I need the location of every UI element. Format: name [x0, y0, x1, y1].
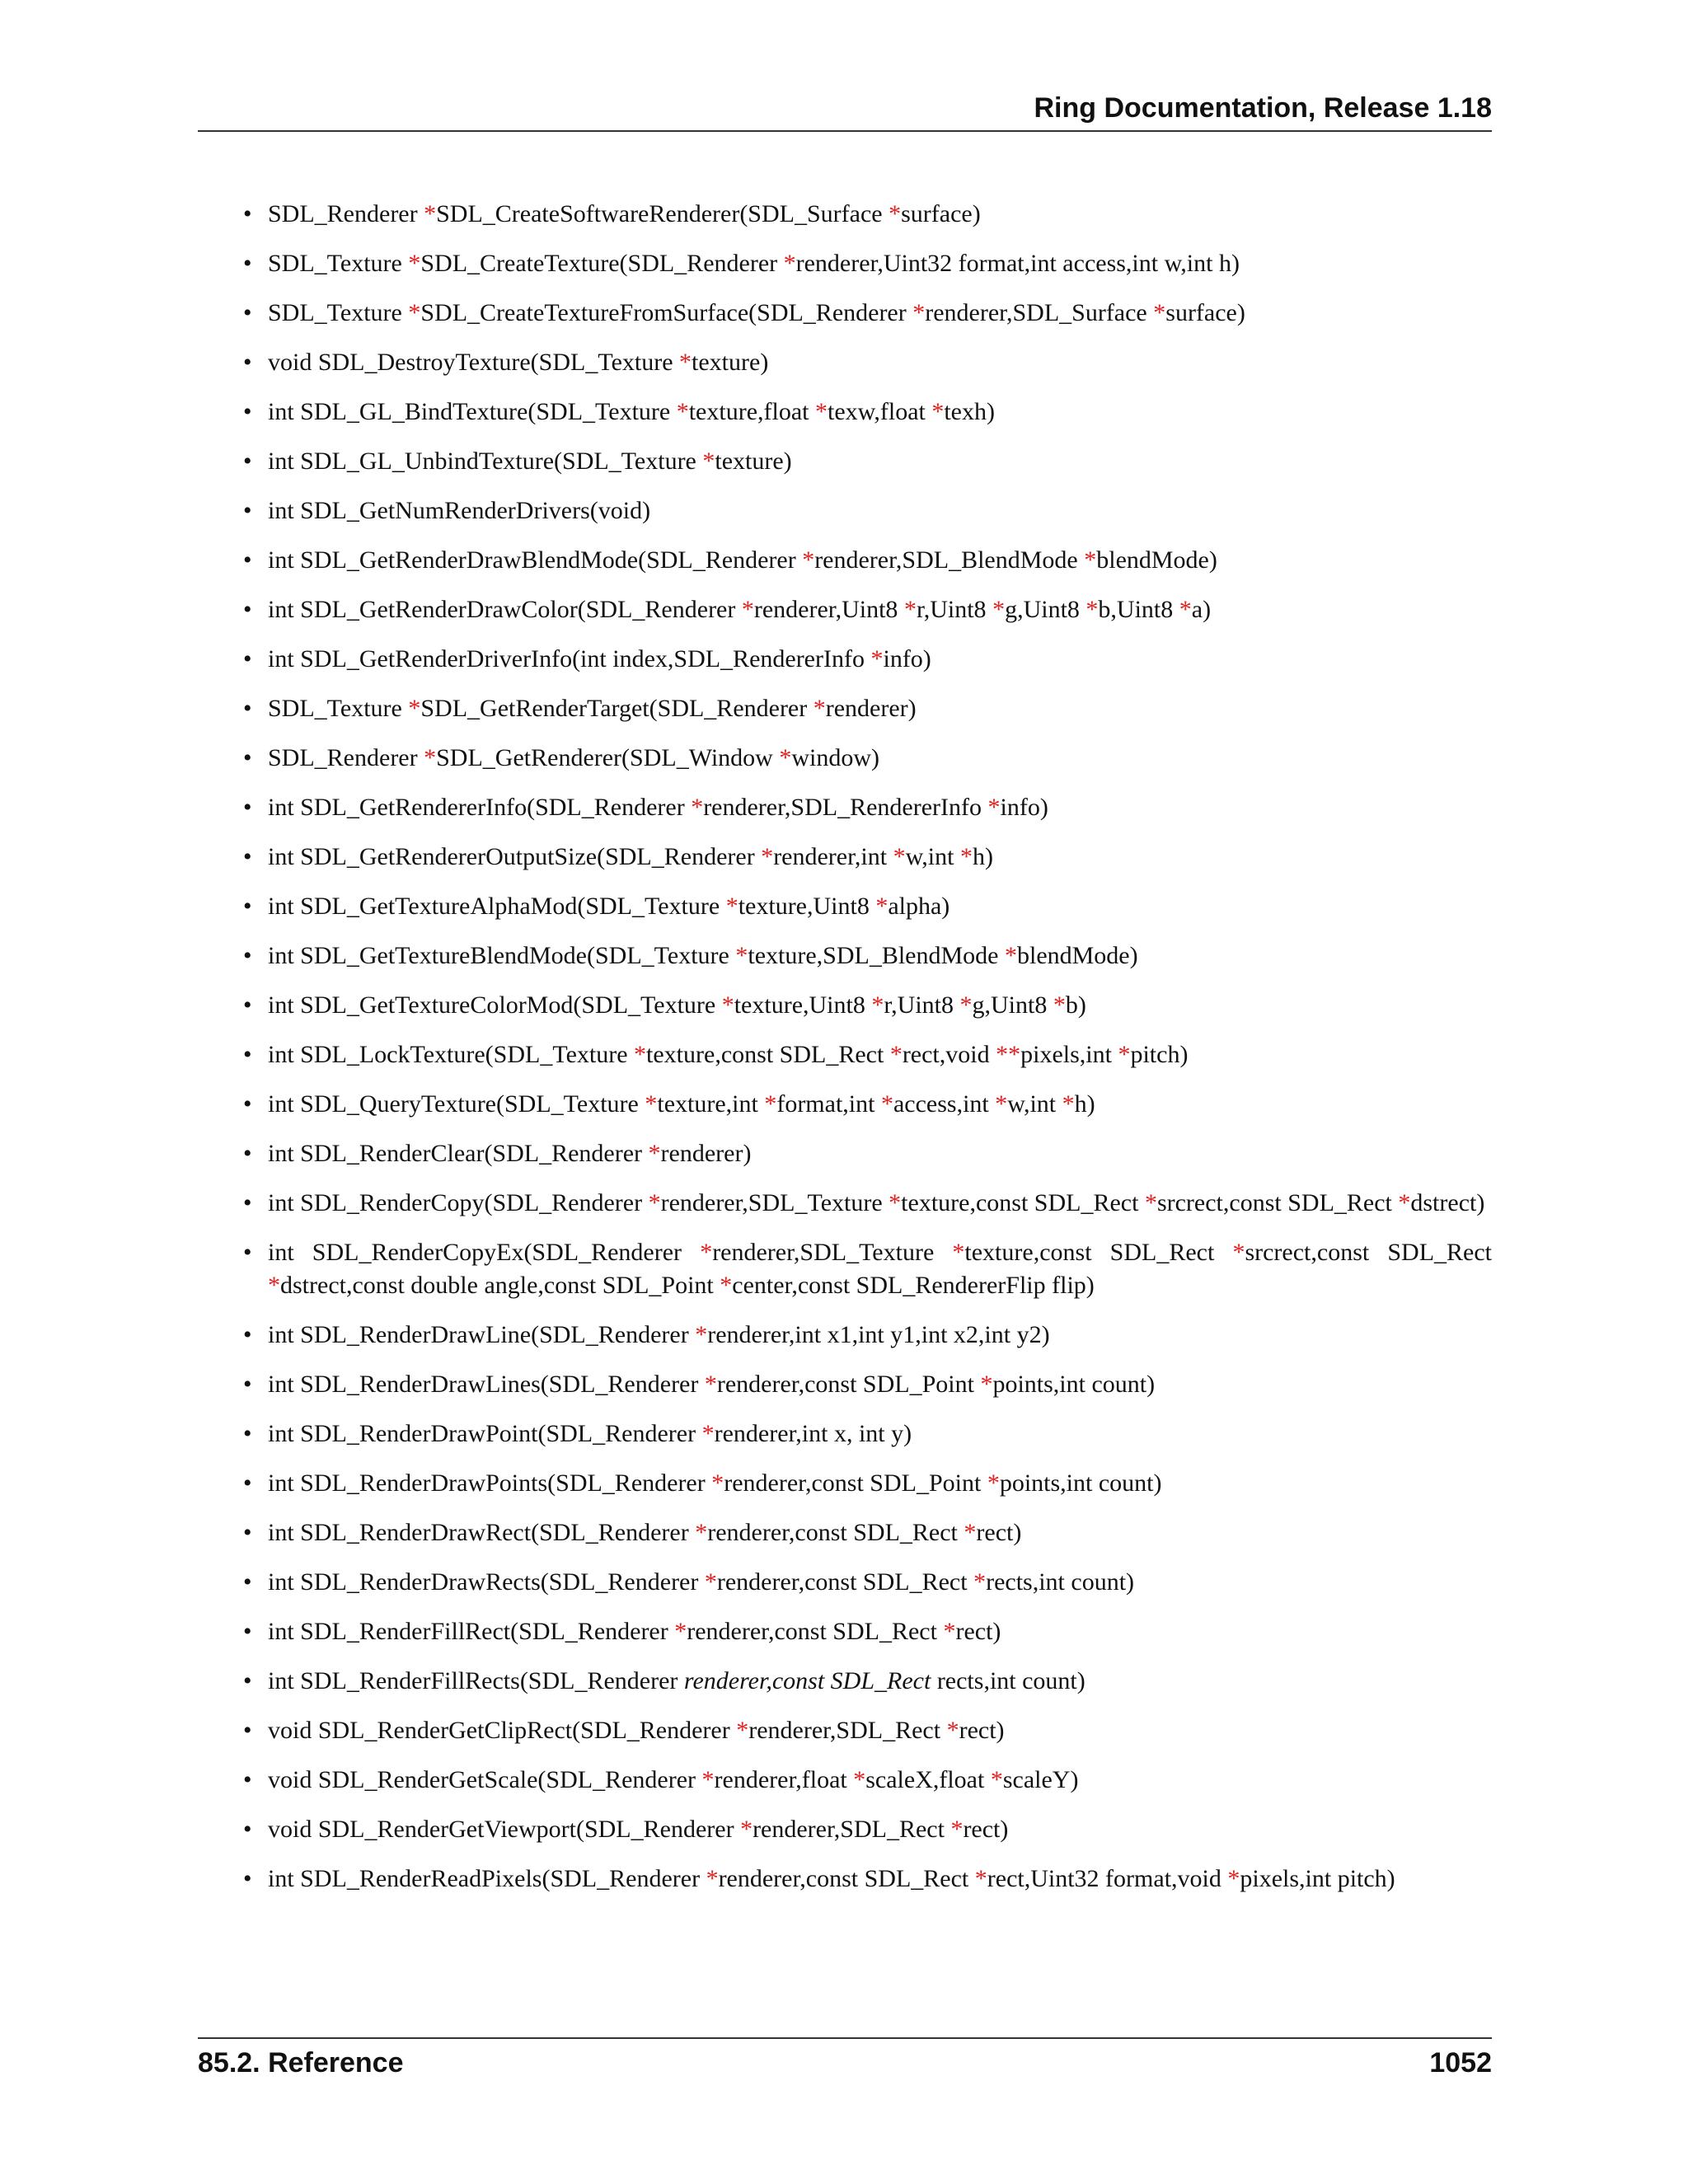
signature-text: pixels,int pitch)	[1240, 1865, 1395, 1892]
list-item	[198, 494, 1492, 527]
pointer-asterisk: *	[1179, 596, 1192, 623]
pointer-asterisk: *	[952, 1239, 965, 1266]
bullet-icon: •	[243, 1519, 252, 1546]
signature-text: renderer,SDL_Texture	[660, 1189, 889, 1216]
signature-text: rects,int count)	[931, 1667, 1085, 1694]
pointer-asterisk: *	[1053, 991, 1066, 1019]
pointer-asterisk: *	[1153, 299, 1166, 326]
pointer-asterisk: *	[721, 991, 734, 1019]
signature-text: SDL_CreateTexture(SDL_Renderer	[420, 250, 784, 277]
bullet-icon: •	[243, 596, 252, 623]
signature-text: points,int count)	[999, 1469, 1162, 1497]
signature-text: int SDL_RenderReadPixels(SDL_Renderer	[268, 1865, 706, 1892]
signature-text: int SDL_RenderDrawPoint(SDL_Renderer	[268, 1420, 702, 1447]
signature-text: window)	[791, 744, 879, 771]
bullet-icon: •	[243, 448, 252, 475]
pointer-asterisk: *	[634, 1041, 647, 1068]
signature-text: renderer,const SDL_Rect	[707, 1519, 964, 1546]
pointer-asterisk: *	[408, 695, 421, 722]
pointer-asterisk: *	[974, 1865, 987, 1892]
bullet-icon: •	[243, 794, 252, 821]
pointer-asterisk: *	[964, 1519, 977, 1546]
signature-text: int SDL_QueryTexture(SDL_Texture	[268, 1090, 645, 1118]
bullet-icon: •	[243, 1041, 252, 1068]
signature-text: texture,int	[657, 1090, 765, 1118]
bullet-icon: •	[243, 200, 252, 227]
signature-text-italic: renderer,const SDL_Rect	[683, 1667, 931, 1694]
signature-text: void SDL_RenderGetClipRect(SDL_Renderer	[268, 1717, 737, 1744]
pointer-asterisk: *	[736, 1717, 749, 1744]
pointer-asterisk: *	[691, 794, 704, 821]
pointer-asterisk: *	[992, 596, 1006, 623]
signature-text: h)	[1074, 1090, 1095, 1118]
bullet-icon: •	[243, 843, 252, 870]
signature-text: pixels,int	[1020, 1041, 1118, 1068]
signature-text: b,Uint8	[1098, 596, 1179, 623]
pointer-asterisk: *	[943, 1618, 956, 1645]
bullet-icon: •	[243, 1568, 252, 1596]
pointer-asterisk: *	[268, 1272, 280, 1299]
signature-text: rects,int count)	[986, 1568, 1135, 1596]
pointer-asterisk: *	[676, 398, 689, 425]
signature-text: renderer,const SDL_Point	[716, 1371, 981, 1398]
signature-text: renderer,const SDL_Rect	[687, 1618, 944, 1645]
signature-text: int SDL_GetRenderDriverInfo(int index,SDL_RendererInfo	[268, 645, 871, 673]
pointer-asterisk: *	[1227, 1865, 1240, 1892]
pointer-asterisk: *	[875, 893, 889, 920]
signature-text: SDL_GetRenderer(SDL_Window	[436, 744, 780, 771]
signature-text: alpha)	[888, 893, 950, 920]
bullet-icon: •	[243, 1189, 252, 1216]
signature-text: h)	[972, 843, 993, 870]
signature-text: renderer,int	[773, 843, 893, 870]
signature-text: SDL_Texture	[268, 299, 409, 326]
pointer-asterisk: **	[996, 1041, 1021, 1068]
bullet-icon: •	[243, 991, 252, 1019]
bullet-icon: •	[243, 942, 252, 969]
signature-text: SDL_CreateTextureFromSurface(SDL_Renderer	[420, 299, 913, 326]
bullet-icon: •	[243, 398, 252, 425]
list-item	[198, 692, 1492, 725]
list-item	[198, 1368, 1492, 1401]
signature-text: int SDL_GL_BindTexture(SDL_Texture	[268, 398, 677, 425]
signature-text: texture,SDL_BlendMode	[748, 942, 1005, 969]
signature-text: renderer,SDL_Rect	[753, 1816, 951, 1843]
list-item	[198, 643, 1492, 676]
signature-text: g,Uint8	[1005, 596, 1086, 623]
pointer-asterisk: *	[1118, 1041, 1131, 1068]
signature-text: int SDL_RenderClear(SDL_Renderer	[268, 1140, 649, 1167]
bullet-icon: •	[243, 1667, 252, 1694]
signature-text: dstrect,const double angle,const SDL_Point	[280, 1272, 720, 1299]
pointer-asterisk: *	[893, 843, 906, 870]
pointer-asterisk: *	[764, 1090, 777, 1118]
pointer-asterisk: *	[674, 1618, 687, 1645]
signature-text: scaleX,float	[865, 1766, 991, 1793]
signature-text: renderer,Uint32 format,int access,int w,int h)	[795, 250, 1240, 277]
list-item	[198, 1714, 1492, 1747]
bullet-icon: •	[243, 1371, 252, 1398]
signature-text: void SDL_RenderGetViewport(SDL_Renderer	[268, 1816, 741, 1843]
bullet-icon: •	[243, 1717, 252, 1744]
signature-text: srcrect,const SDL_Rect	[1156, 1189, 1399, 1216]
signature-text: blendMode)	[1016, 942, 1138, 969]
pointer-asterisk: *	[815, 398, 828, 425]
pointer-asterisk: *	[973, 1568, 987, 1596]
signature-text: SDL_CreateSoftwareRenderer(SDL_Surface	[436, 200, 889, 227]
pointer-asterisk: *	[704, 1371, 717, 1398]
signature-text: info)	[883, 645, 931, 673]
list-item	[198, 1137, 1492, 1170]
main-content	[198, 198, 1492, 1912]
list-item	[198, 445, 1492, 478]
bullet-icon: •	[243, 1239, 252, 1266]
pointer-asterisk: *	[702, 448, 715, 475]
pointer-asterisk: *	[779, 744, 792, 771]
pointer-asterisk: *	[889, 1041, 903, 1068]
signature-text: center,const SDL_RendererFlip flip)	[732, 1272, 1095, 1299]
signature-text: pitch)	[1130, 1041, 1189, 1068]
pointer-asterisk: *	[871, 991, 884, 1019]
list-item	[198, 940, 1492, 972]
signature-text: renderer,SDL_Rect	[748, 1717, 947, 1744]
bullet-icon: •	[243, 744, 252, 771]
signature-text: SDL_Renderer	[268, 744, 424, 771]
bullet-icon: •	[243, 1469, 252, 1497]
signature-text: int SDL_GetTextureBlendMode(SDL_Texture	[268, 942, 736, 969]
pointer-asterisk: *	[987, 1469, 1000, 1497]
signature-text: texture)	[715, 448, 792, 475]
signature-text: int SDL_RenderDrawLines(SDL_Renderer	[268, 1371, 705, 1398]
signature-text: renderer,const SDL_Point	[724, 1469, 987, 1497]
list-item	[198, 1764, 1492, 1797]
list-item	[198, 1187, 1492, 1220]
signature-text: int SDL_RenderFillRect(SDL_Renderer	[268, 1618, 675, 1645]
bullet-icon: •	[243, 1140, 252, 1167]
signature-text: texture)	[692, 349, 769, 376]
pointer-asterisk: *	[1062, 1090, 1075, 1118]
signature-text: rect,void	[902, 1041, 996, 1068]
list-item	[198, 1813, 1492, 1846]
signature-text: texh)	[944, 398, 995, 425]
section-reference: 85.2. Reference	[198, 2047, 404, 2079]
signature-text: renderer,int x1,int y1,int x2,int y2)	[707, 1321, 1050, 1348]
bullet-icon: •	[243, 893, 252, 920]
pointer-asterisk: *	[959, 843, 973, 870]
pointer-asterisk: *	[990, 1766, 1003, 1793]
signature-text: rect)	[976, 1519, 1022, 1546]
signature-text: void SDL_RenderGetScale(SDL_Renderer	[268, 1766, 702, 1793]
list-item	[198, 791, 1492, 824]
pointer-asterisk: *	[950, 1816, 964, 1843]
pointer-asterisk: *	[880, 1090, 893, 1118]
pointer-asterisk: *	[424, 744, 437, 771]
signature-text: texture,Uint8	[738, 893, 876, 920]
pointer-asterisk: *	[1398, 1189, 1411, 1216]
list-item	[198, 841, 1492, 874]
pointer-asterisk: *	[903, 596, 917, 623]
bullet-icon: •	[243, 299, 252, 326]
signature-text: texw,float	[828, 398, 932, 425]
pointer-asterisk: *	[704, 1568, 717, 1596]
signature-text: w,int	[1007, 1090, 1062, 1118]
pointer-asterisk: *	[870, 645, 884, 673]
pointer-asterisk: *	[987, 794, 1001, 821]
signature-text: r,Uint8	[884, 991, 960, 1019]
pointer-asterisk: *	[946, 1717, 959, 1744]
list-item	[198, 544, 1492, 577]
pointer-asterisk: *	[889, 1189, 902, 1216]
signature-text: renderer,int x, int y)	[714, 1420, 912, 1447]
list-item	[198, 1516, 1492, 1549]
page-number: 1052	[1429, 2047, 1492, 2079]
list-item	[198, 396, 1492, 429]
pointer-asterisk: *	[853, 1766, 866, 1793]
pointer-asterisk: *	[959, 991, 973, 1019]
pointer-asterisk: *	[720, 1272, 733, 1299]
signature-text: format,int	[776, 1090, 881, 1118]
signature-text: texture,Uint8	[734, 991, 872, 1019]
pointer-asterisk: *	[761, 843, 774, 870]
signature-text: SDL_GetRenderTarget(SDL_Renderer	[420, 695, 814, 722]
signature-text: scaleY)	[1002, 1766, 1079, 1793]
list-item	[198, 297, 1492, 330]
pointer-asterisk: *	[1084, 546, 1097, 574]
list-item	[198, 1863, 1492, 1896]
signature-text: a)	[1191, 596, 1212, 623]
signature-text: rect)	[959, 1717, 1005, 1744]
list-item	[198, 593, 1492, 626]
list-item	[198, 1418, 1492, 1451]
signature-text: int SDL_GetTextureAlphaMod(SDL_Texture	[268, 893, 726, 920]
signature-text: points,int count)	[992, 1371, 1156, 1398]
list-item	[198, 1038, 1492, 1071]
pointer-asterisk: *	[802, 546, 815, 574]
pointer-asterisk: *	[1004, 942, 1017, 969]
signature-text: b)	[1065, 991, 1086, 1019]
signature-text: int SDL_GetTextureColorMod(SDL_Texture	[268, 991, 722, 1019]
signature-text: int SDL_RenderDrawPoints(SDL_Renderer	[268, 1469, 712, 1497]
list-item	[198, 1566, 1492, 1599]
pointer-asterisk: *	[1232, 1239, 1245, 1266]
bullet-icon: •	[243, 546, 252, 574]
pointer-asterisk: *	[740, 1816, 753, 1843]
signature-text: SDL_Texture	[268, 250, 409, 277]
pointer-asterisk: *	[1085, 596, 1099, 623]
signature-text: int SDL_GL_UnbindTexture(SDL_Texture	[268, 448, 703, 475]
bullet-icon: •	[243, 1420, 252, 1447]
pointer-asterisk: *	[408, 299, 421, 326]
bullet-icon: •	[243, 250, 252, 277]
signature-text: access,int	[893, 1090, 996, 1118]
signature-text: renderer,SDL_RendererInfo	[703, 794, 988, 821]
signature-text: texture,const SDL_Rect	[964, 1239, 1233, 1266]
pointer-asterisk: *	[912, 299, 926, 326]
bullet-icon: •	[243, 1321, 252, 1348]
pointer-asterisk: *	[725, 893, 738, 920]
pointer-asterisk: *	[701, 1420, 715, 1447]
signature-text: renderer,SDL_Texture	[712, 1239, 953, 1266]
signature-text: rect,Uint32 format,void	[987, 1865, 1228, 1892]
signature-text: info)	[1000, 794, 1048, 821]
page-header	[198, 89, 1492, 132]
signature-text: int SDL_RenderFillRects(SDL_Renderer	[268, 1667, 684, 1694]
pointer-asterisk: *	[424, 200, 437, 227]
signature-text: int SDL_GetRenderDrawColor(SDL_Renderer	[268, 596, 742, 623]
pointer-asterisk: *	[813, 695, 826, 722]
pointer-asterisk: *	[648, 1189, 661, 1216]
page-footer	[198, 2037, 1492, 2088]
signature-text: renderer)	[660, 1140, 752, 1167]
bullet-icon: •	[243, 695, 252, 722]
list-item	[198, 1319, 1492, 1352]
pointer-asterisk: *	[741, 596, 754, 623]
signature-text: renderer)	[825, 695, 917, 722]
signature-text: rect)	[963, 1816, 1009, 1843]
signature-text: renderer,SDL_Surface	[925, 299, 1154, 326]
pointer-asterisk: *	[995, 1090, 1008, 1118]
list-item	[198, 989, 1492, 1022]
signature-text: void SDL_DestroyTexture(SDL_Texture	[268, 349, 680, 376]
list-item	[198, 890, 1492, 923]
list-item	[198, 198, 1492, 231]
bullet-icon: •	[243, 349, 252, 376]
pointer-asterisk: *	[695, 1321, 708, 1348]
bullet-icon: •	[243, 1090, 252, 1118]
pointer-asterisk: *	[700, 1239, 713, 1266]
pointer-asterisk: *	[931, 398, 945, 425]
list-item	[198, 247, 1492, 280]
bullet-icon: •	[243, 1865, 252, 1892]
signature-text: rect)	[955, 1618, 1001, 1645]
signature-text: w,int	[905, 843, 960, 870]
pointer-asterisk: *	[408, 250, 421, 277]
bullet-icon: •	[243, 1816, 252, 1843]
signature-text: texture,const SDL_Rect	[646, 1041, 890, 1068]
signature-text: int SDL_GetRendererOutputSize(SDL_Renderer	[268, 843, 762, 870]
signature-text: renderer,const SDL_Rect	[718, 1865, 975, 1892]
signature-text: renderer,float	[714, 1766, 854, 1793]
signature-text: int SDL_RenderCopyEx(SDL_Renderer	[268, 1239, 701, 1266]
signature-text: int SDL_RenderCopy(SDL_Renderer	[268, 1189, 649, 1216]
signature-text: int SDL_GetNumRenderDrivers(void)	[268, 497, 651, 524]
signature-text: SDL_Texture	[268, 695, 409, 722]
signature-text: blendMode)	[1096, 546, 1217, 574]
signature-text: SDL_Renderer	[268, 200, 424, 227]
signature-text: surface)	[901, 200, 981, 227]
pointer-asterisk: *	[980, 1371, 993, 1398]
signature-text: surface)	[1165, 299, 1245, 326]
pointer-asterisk: *	[645, 1090, 658, 1118]
pointer-asterisk: *	[783, 250, 796, 277]
list-item	[198, 742, 1492, 775]
pointer-asterisk: *	[648, 1140, 661, 1167]
signature-text: r,Uint8	[916, 596, 993, 623]
bullet-icon: •	[243, 497, 252, 524]
list-item	[198, 346, 1492, 379]
list-item	[198, 1236, 1492, 1302]
signature-text: int SDL_LockTexture(SDL_Texture	[268, 1041, 635, 1068]
signature-text: dstrect)	[1410, 1189, 1485, 1216]
signature-text: int SDL_GetRenderDrawBlendMode(SDL_Renderer	[268, 546, 803, 574]
signature-text: texture,float	[688, 398, 815, 425]
signature-text: renderer,SDL_BlendMode	[814, 546, 1085, 574]
list-item	[198, 1088, 1492, 1121]
pointer-asterisk: *	[711, 1469, 724, 1497]
signature-text: int SDL_RenderDrawLine(SDL_Renderer	[268, 1321, 696, 1348]
pointer-asterisk: *	[701, 1766, 715, 1793]
list-item	[198, 1615, 1492, 1648]
bullet-icon: •	[243, 1766, 252, 1793]
api-function-list	[198, 198, 1492, 1896]
pointer-asterisk: *	[679, 349, 692, 376]
signature-text: int SDL_RenderDrawRect(SDL_Renderer	[268, 1519, 696, 1546]
signature-text: int SDL_GetRendererInfo(SDL_Renderer	[268, 794, 692, 821]
signature-text: int SDL_RenderDrawRects(SDL_Renderer	[268, 1568, 705, 1596]
signature-text: renderer,const SDL_Rect	[716, 1568, 974, 1596]
pointer-asterisk: *	[889, 200, 902, 227]
bullet-icon: •	[243, 645, 252, 673]
signature-text: renderer,Uint8	[753, 596, 904, 623]
list-item	[198, 1467, 1492, 1500]
pointer-asterisk: *	[706, 1865, 719, 1892]
pointer-asterisk: *	[735, 942, 748, 969]
pointer-asterisk: *	[695, 1519, 708, 1546]
signature-text: g,Uint8	[972, 991, 1053, 1019]
bullet-icon: •	[243, 1618, 252, 1645]
document-title: Ring Documentation, Release 1.18	[1034, 92, 1492, 124]
pointer-asterisk: *	[1144, 1189, 1157, 1216]
list-item	[198, 1665, 1492, 1698]
signature-text: texture,const SDL_Rect	[901, 1189, 1145, 1216]
signature-text: srcrect,const SDL_Rect	[1245, 1239, 1492, 1266]
